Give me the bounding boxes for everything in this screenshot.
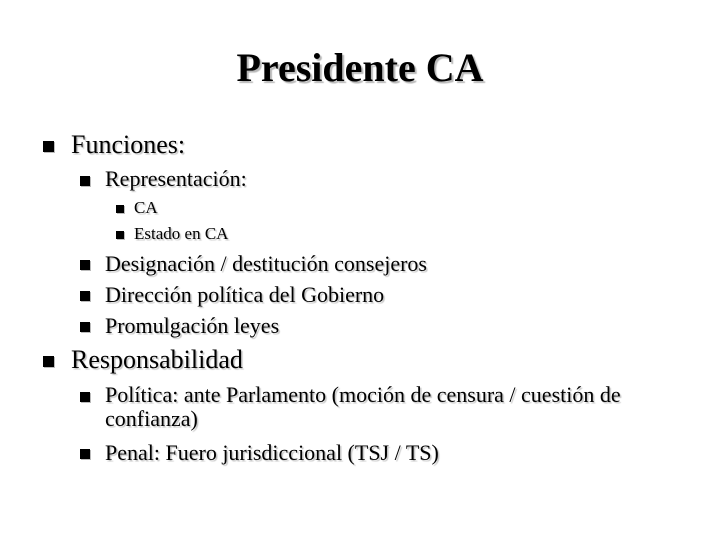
bullet-square-icon [80, 322, 90, 332]
bullet-penal: Penal: Fuero jurisdiccional (TSJ / TS) [105, 440, 439, 465]
bullet-politica: Política: ante Parlamento (moción de censura / cuestión de confianza) [105, 382, 621, 431]
bullet-square-icon [43, 141, 54, 152]
bullet-ca: CA [134, 198, 158, 217]
bullet-square-icon [80, 176, 90, 186]
bullet-responsabilidad: Responsabilidad [71, 345, 243, 374]
bullet-square-icon [80, 449, 90, 459]
bullet-square-icon [116, 205, 124, 213]
bullet-square-icon [80, 291, 90, 301]
bullet-representacion: Representación: [105, 166, 247, 191]
bullet-square-icon [43, 356, 54, 367]
bullet-designacion: Designación / destitución consejeros [105, 251, 427, 276]
bullet-estado-en-ca: Estado en CA [134, 224, 229, 243]
bullet-square-icon [80, 392, 90, 402]
bullet-square-icon [116, 231, 124, 239]
bullet-direccion-politica: Dirección política del Gobierno [105, 282, 385, 307]
bullet-funciones: Funciones: [71, 130, 186, 159]
bullet-square-icon [80, 260, 90, 270]
bullet-promulgacion-leyes: Promulgación leyes [105, 313, 280, 338]
slide-title: Presidente CA [236, 45, 484, 90]
